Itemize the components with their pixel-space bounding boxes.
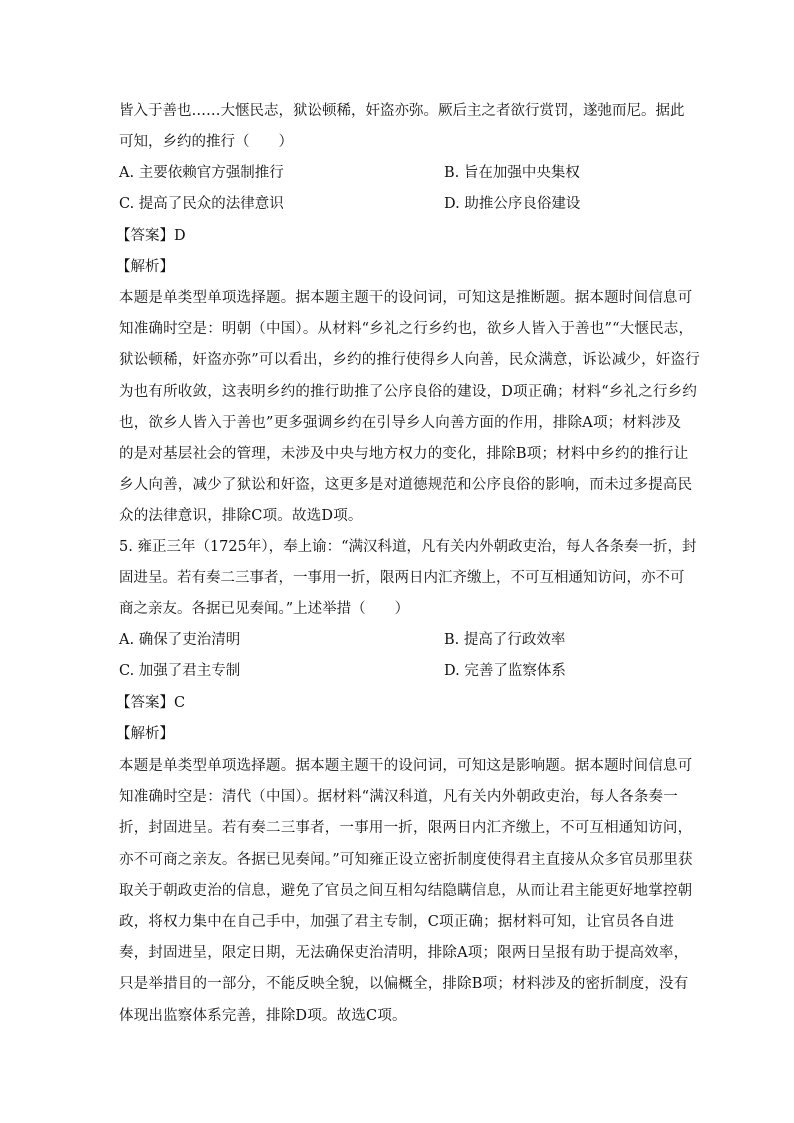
q5-analysis-line: 奏，封固进呈，限定日期，无法确保吏治清明，排除A项；限两日呈报有助于提高效率，: [119, 945, 689, 962]
q4-stem-line: 可知，乡约的推行（ ）: [119, 134, 293, 151]
q4-options: [119, 158, 679, 220]
q5-analysis-line: 折，封固进呈。若有奏二三事者，一事用一折，限两日内汇齐缴上，不可互相通知访问，: [119, 820, 693, 837]
q4-analysis-line: 的是对基层社会的管理，未涉及中央与地方权力的变化，排除B项；材料中乡约的推行让: [119, 445, 689, 462]
q4-analysis-label: 【解析】: [116, 259, 174, 275]
q5-analysis-line: 政，将权力集中在自己手中，加强了君主专制，C项正确；据材料可知，让官员各自进: [119, 913, 675, 930]
q5-stem: [119, 532, 697, 626]
q5-option-d: D. 完善了监察体系: [444, 663, 566, 680]
q5-option-c: C. 加强了君主专制: [119, 663, 241, 680]
q4-option-c: C. 提高了民众的法律意识: [119, 196, 284, 213]
q5-analysis-line: 知准确时空是：清代（中国）。据材料“满汉科道，凡有关内外朝政吏治，每人各条奏一: [119, 789, 678, 806]
q5-analysis-line: 本题是单类型单项选择题。据本题主题干的设问词，可知这是影响题。据本题时间信息可: [119, 758, 693, 774]
q5-analysis-line: 只是举措目的一部分，不能反映全貌，以偏概全，排除B项；材料涉及的密折制度，没有: [119, 976, 689, 993]
q4-option-a: A. 主要依赖官方强制推行: [119, 165, 284, 181]
q5-stem-line: 固进呈。若有奏二三事者，一事用一折，限两日内汇齐缴上，不可互相通知访问，亦不可: [119, 570, 685, 587]
q4-analysis-line: 为也有所收敛，这表明乡约的推行助推了公序良俗的建设，D项正确；材料“乡礼之行乡约: [119, 383, 698, 400]
q5-analysis-line: 亦不可商之亲友。各据已见奏闻。”可知雍正设立密折制度使得君主直接从众多官员那里获: [119, 851, 693, 868]
q5-options: [119, 625, 679, 687]
q4-analysis-line: 乡人向善，减少了狱讼和奸盗，这更多是对道德规范和公序良俗的影响，而未过多提高民: [119, 477, 693, 494]
q4-analysis-line: 知准确时空是：明朝（中国）。从材料“乡礼之行乡约也，欲乡人皆入于善也”“大惬民志，: [119, 321, 694, 338]
q5-option-a: A. 确保了吏治清明: [119, 632, 241, 648]
q4-stem: [119, 96, 685, 158]
q5-analysis-label: 【解析】: [116, 726, 174, 742]
q4-answer: 【答案】D: [116, 228, 186, 244]
q5-stem-line: 5. 雍正三年（1725年），奉上谕：“满汉科道，凡有关内外朝政吏治，每人各条奏一折，封: [119, 539, 697, 555]
q5-analysis: [119, 751, 693, 1032]
q5-analysis-line: 体现出监察体系完善，排除D项。故选C项。: [119, 1007, 407, 1024]
q4-analysis-line: 狱讼顿稀，奸盗亦弥”可以看出，乡约的推行使得乡人向善，民众满意，诉讼减少，奸盗行: [119, 352, 700, 369]
q4-analysis: [119, 283, 700, 533]
q4-analysis-line: 也，欲乡人皆入于善也”更多强调乡约在引导乡人向善方面的作用，排除A项；材料涉及: [119, 414, 682, 431]
q4-stem-line: 皆入于善也……大惬民志，狱讼顿稀，奸盗亦弥。厥后主之者欲行赏罚，遂弛而尼。据此: [119, 103, 685, 119]
q4-analysis-line: 众的法律意识，排除C项。故选D项。: [119, 508, 363, 525]
q5-option-b: B. 提高了行政效率: [444, 632, 566, 648]
q5-stem-line: 商之亲友。各据已见奏闻。”上述举措（ ）: [119, 601, 410, 618]
q5-analysis-line: 取关于朝政吏治的信息，避免了官员之间互相勾结隐瞒信息，从而让君主能更好地掌控朝: [119, 882, 693, 899]
q4-option-b: B. 旨在加强中央集权: [444, 165, 580, 181]
q4-option-d: D. 助推公序良俗建设: [444, 196, 581, 213]
q5-answer: 【答案】C: [116, 695, 186, 711]
q4-analysis-line: 本题是单类型单项选择题。据本题主题干的设问词，可知这是推断题。据本题时间信息可: [119, 290, 693, 306]
